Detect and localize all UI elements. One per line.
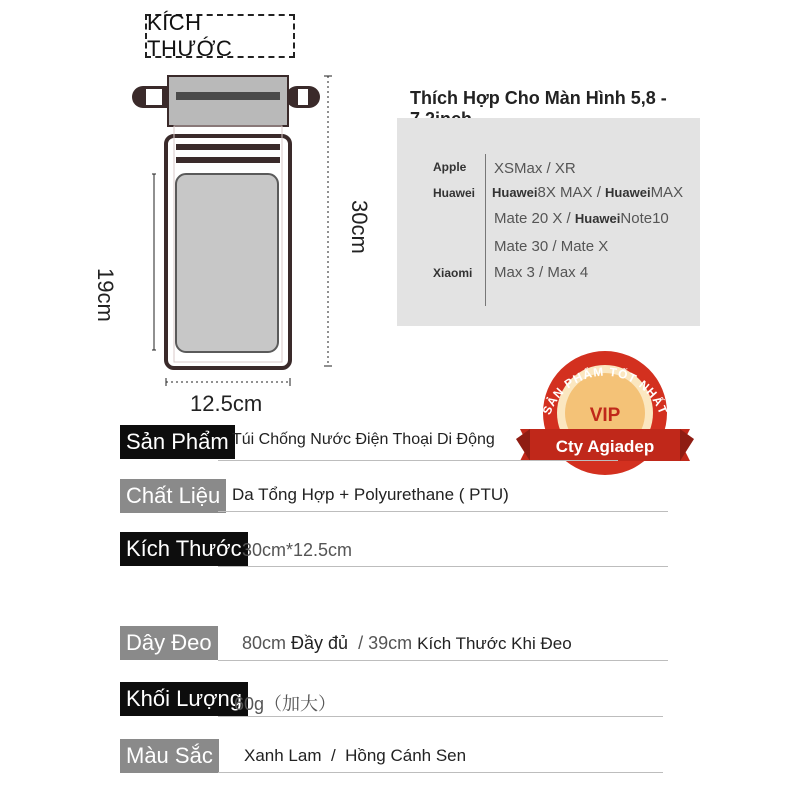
spec-label-product: Sản Phẩm xyxy=(120,425,235,459)
brand-xiaomi: Xiaomi xyxy=(433,266,473,280)
models-huawei-1 xyxy=(492,184,683,201)
spec-divider xyxy=(218,660,668,661)
spec-label-weight: Khối Lượng xyxy=(120,682,248,716)
spec-divider xyxy=(218,511,668,512)
spec-label-material: Chất Liệu xyxy=(120,479,226,513)
spec-divider xyxy=(218,566,668,567)
huawei-model-text: Mate 20 X / xyxy=(494,210,575,227)
strap-full-length: 80cm xyxy=(242,633,287,653)
brand-huawei: Huawei xyxy=(433,186,476,200)
strap-full-label: Đầy đủ xyxy=(291,633,349,653)
spec-value-strap xyxy=(242,633,572,654)
spec-value-product: Túi Chống Nước Điện Thoại Di Động xyxy=(232,431,495,448)
spec-label-strap: Dây Đeo xyxy=(120,626,218,660)
window-height-dimension: 19cm xyxy=(93,268,118,322)
brand-apple: Apple xyxy=(433,160,467,174)
models-huawei-2 xyxy=(494,210,669,227)
compatibility-divider xyxy=(485,154,486,306)
spec-divider xyxy=(218,772,663,773)
huawei-brand-text: Huawei xyxy=(605,185,651,200)
spec-divider xyxy=(218,460,618,461)
spec-value-weight: 60g（加大） xyxy=(234,694,337,714)
huawei-model-text: MAX xyxy=(650,184,684,201)
models-apple: XSMax / XR xyxy=(494,160,576,177)
compatibility-title: Thích Hợp Cho Màn Hình 5,8 - xyxy=(410,88,667,108)
badge-vip: VIP xyxy=(589,405,621,426)
models-huawei-3: Mate 30 / Mate X xyxy=(494,238,609,255)
spec-label-color: Màu Sắc xyxy=(120,739,219,773)
width-dimension: 12.5cm xyxy=(190,391,263,416)
spec-value-size: 30cm*12.5cm xyxy=(242,540,353,560)
strap-worn-label: Kích Thước Khi Đeo xyxy=(417,634,572,653)
badge-arc-text: SẢN PHẨM TỐT NHẤT xyxy=(539,364,671,417)
huawei-model-text: 8X MAX / xyxy=(537,184,606,201)
models-xiaomi: Max 3 / Max 4 xyxy=(494,264,589,281)
huawei-brand-text: Huawei xyxy=(492,185,538,200)
huawei-model-text: Note10 xyxy=(620,210,669,227)
badge-ribbon-text: Cty Agiadep xyxy=(555,437,655,456)
huawei-brand-text: Huawei xyxy=(574,211,621,226)
spec-label-size: Kích Thước xyxy=(120,532,248,566)
strap-worn-length: / 39cm xyxy=(358,633,413,653)
spec-divider xyxy=(218,716,663,717)
compatibility-panel xyxy=(397,118,700,326)
page-title: KÍCH THƯỚC xyxy=(145,14,295,58)
spec-value-color: Xanh Lam / Hồng Cánh Sen xyxy=(244,746,467,765)
spec-value-material: Da Tổng Hợp + Polyurethane ( PTU) xyxy=(232,485,509,504)
total-height-dimension: 30cm xyxy=(347,200,372,254)
pouch-diagram xyxy=(110,62,380,422)
